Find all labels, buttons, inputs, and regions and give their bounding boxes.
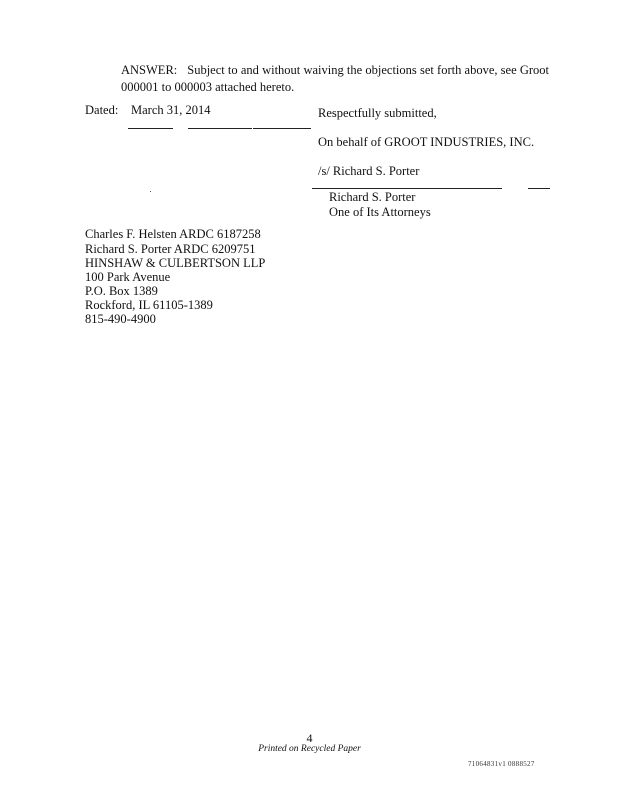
signer-name: Richard S. Porter [329,190,416,204]
date-underline-3 [253,128,311,129]
signature-line-tail [528,188,550,189]
attorney-line: Richard S. Porter ARDC 6209751 [85,242,256,256]
firm-name: HINSHAW & CULBERTSON LLP [85,256,266,270]
signer-role: One of Its Attorneys [329,205,431,219]
answer-label: ANSWER: [121,63,178,77]
attorney-line: Charles F. Helsten ARDC 6187258 [85,227,261,241]
electronic-signature: /s/ Richard S. Porter [318,164,420,178]
address-line: 100 Park Avenue [85,270,171,284]
answer-line-1 [121,62,549,79]
date-underline-2 [188,128,252,129]
signature-line [312,188,502,189]
date-underline-1 [128,128,173,129]
answer-text-line-1: Subject to and without waiving the objections set forth above, see Groot [187,63,549,77]
dated-label: Dated: [85,103,119,117]
document-id: 71064831v1 0888527 [468,760,535,768]
stray-mark [150,191,151,192]
dated-date: March 31, 2014 [131,103,211,117]
answer-paragraph [121,62,549,96]
on-behalf-text: On behalf of GROOT INDUSTRIES, INC. [318,135,535,149]
address-line: Rockford, IL 61105-1389 [85,298,213,312]
answer-text-line-2: 000001 to 000003 attached hereto. [121,80,295,94]
address-line: P.O. Box 1389 [85,284,158,298]
phone-number: 815-490-4900 [85,312,156,326]
recycled-paper-note: Printed on Recycled Paper [258,744,361,754]
page-number: 4 [306,731,313,745]
closing-text: Respectfully submitted, [318,106,437,120]
